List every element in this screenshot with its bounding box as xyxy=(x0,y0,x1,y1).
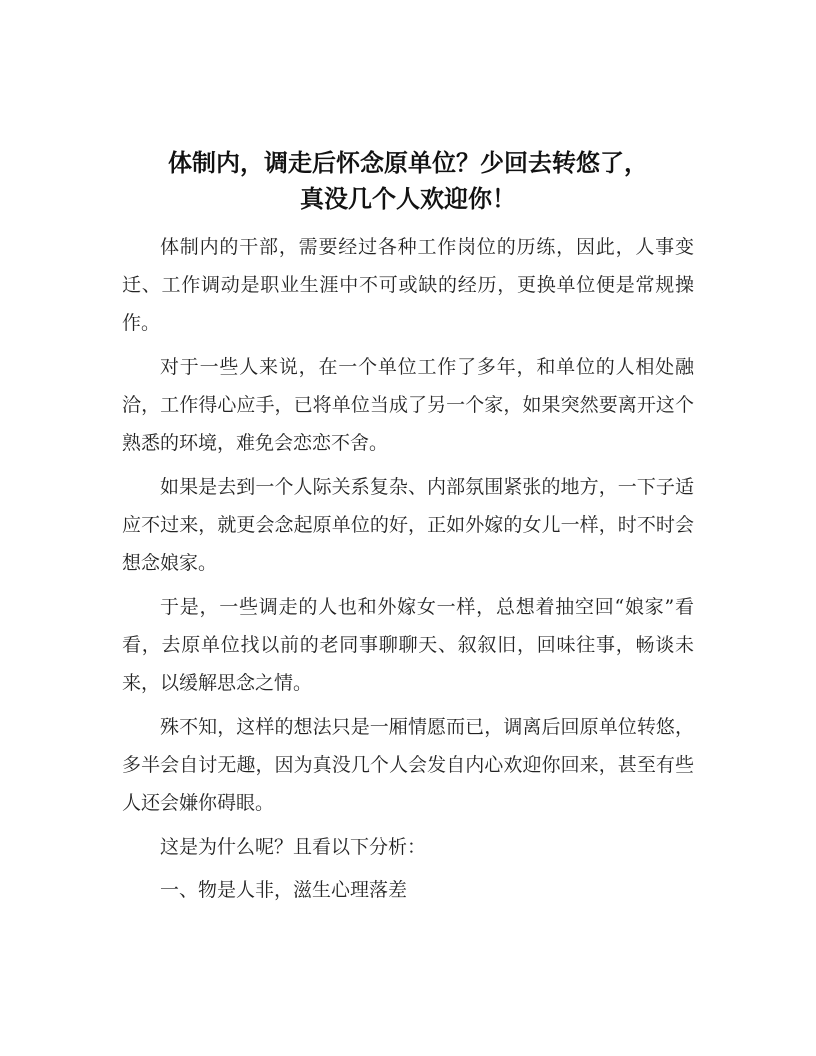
paragraph-intro: 体制内的干部，需要经过各种工作岗位的历练，因此，人事变迁、工作调动是职业生涯中不可或缺的经历，更换单位便是常规操作。 xyxy=(122,236,694,334)
paragraph-attachment: 对于一些人来说，在一个单位工作了多年，和单位的人相处融洽，工作得心应手，已将单位当成了另一个家，如果突然要离开这个熟悉的环境，难免会恋恋不舍。 xyxy=(122,356,694,454)
article-title-line-2: 真没几个人欢迎你！ xyxy=(300,185,516,213)
paragraph-return-visits: 于是，一些调走的人也和外嫁女一样，总想着抽空回“娘家”看看，去原单位找以前的老同事聊聊天、叙叙旧，回味往事，畅谈未来，以缓解思念之情。 xyxy=(122,596,694,694)
paragraph-new-environment: 如果是去到一个人际关系复杂、内部氛围紧张的地方，一下子适应不过来，就更会念起原单位的好，正如外嫁的女儿一样，时不时会想念娘家。 xyxy=(122,476,694,574)
article-title-line-1: 体制内，调走后怀念原单位？少回去转悠了， xyxy=(168,149,648,177)
paragraph-question: 这是为什么呢？且看以下分析： xyxy=(160,836,427,858)
section-heading-1: 一、物是人非，滋生心理落差 xyxy=(160,879,408,901)
paragraph-unwelcome: 殊不知，这样的想法只是一厢情愿而已，调离后回原单位转悠，多半会自讨无趣，因为真没几个人会发自内心欢迎你回来，甚至有些人还会嫌你碍眼。 xyxy=(122,716,694,814)
